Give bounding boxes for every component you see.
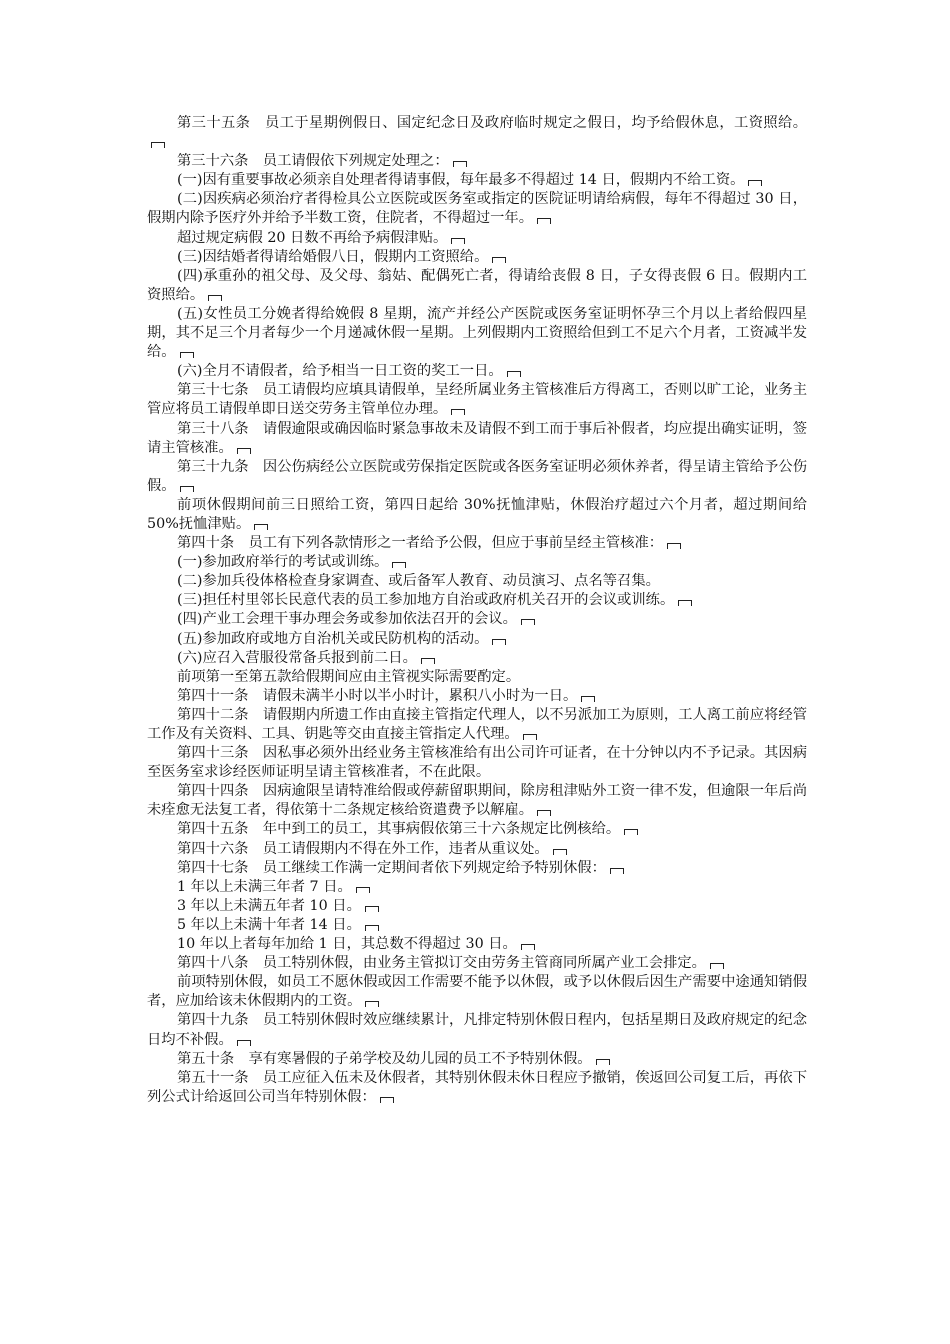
paragraph-text: (三)因结婚者得请给婚假八日，假期内工资照给。 <box>177 248 489 265</box>
paragraph <box>147 820 807 839</box>
document-body <box>147 114 807 1107</box>
paragraph-mark-icon <box>537 218 551 224</box>
paragraph <box>147 305 807 362</box>
paragraph <box>147 171 807 190</box>
paragraph-mark-icon <box>521 944 535 950</box>
paragraph-text: 第四十六条 员工请假期内不得在外工作，违者从重议处。 <box>177 840 549 857</box>
paragraph-text: 10 年以上者每年加给 1 日，其总数不得超过 30 日。 <box>177 936 517 953</box>
paragraph-mark-icon <box>237 1040 251 1046</box>
paragraph-text: 前项休假期间前三日照给工资，第四日起给 30%抚恤津贴，休假治疗超过六个月者，超过期间给 50%抚恤津贴。 <box>147 496 807 532</box>
paragraph-text: 5 年以上未满十年者 14 日。 <box>177 916 361 933</box>
paragraph-text: 第三十七条 员工请假均应填具请假单，呈经所属业务主管核准后方得离工，否则以旷工论，业务主管应将员工请假单即日送交劳务主管单位办理。 <box>147 382 807 418</box>
paragraph-mark-icon <box>610 868 624 874</box>
paragraph <box>147 1069 807 1107</box>
paragraph-text: (六)应召入营服役常备兵报到前二日。 <box>177 649 417 666</box>
paragraph <box>147 687 807 706</box>
paragraph-mark-icon <box>180 352 194 358</box>
paragraph <box>147 744 807 782</box>
paragraph <box>147 668 807 687</box>
paragraph-mark-icon <box>453 161 467 167</box>
paragraph-text: 第四十九条 员工特别休假时效应继续累计，凡排定特别休假日程内，包括星期日及政府规定的纪念日均不补假。 <box>147 1012 807 1048</box>
paragraph-text: (四)产业工会理干事办理会务或参加依法召开的会议。 <box>177 611 517 628</box>
paragraph <box>147 782 807 820</box>
paragraph-mark-icon <box>553 849 567 855</box>
paragraph-text: 第四十三条 因私事必须外出经业务主管核准给有出公司许可证者，在十分钟以内不予记录。其因病至医务室求诊经医师证明呈请主管核准者，不在此限。 <box>147 745 807 781</box>
paragraph <box>147 1011 807 1049</box>
paragraph-text: (六)全月不请假者，给予相当一日工资的奖工一日。 <box>177 363 503 380</box>
paragraph-mark-icon <box>151 142 165 148</box>
paragraph <box>147 362 807 381</box>
paragraph <box>147 190 807 228</box>
paragraph-text: (一)因有重要事故必须亲自处理者得请事假，每年最多不得超过 14 日，假期内不给工资。 <box>177 172 745 189</box>
paragraph-mark-icon <box>507 371 521 377</box>
paragraph <box>147 534 807 553</box>
paragraph-text: 第三十八条 请假逾限或确因临时紧急事故未及请假不到工而于事后补假者，均应提出确实证明，签请主管核准。 <box>147 420 807 456</box>
paragraph-text: (二)因疾病必须治疗者得检具公立医院或医务室或指定的医院证明请给病假，每年不得超过 30 日，假期内除予医疗外并给予半数工资，住院者，不得超过一年。 <box>147 191 807 227</box>
paragraph <box>147 496 807 534</box>
paragraph <box>147 610 807 629</box>
paragraph <box>147 897 807 916</box>
paragraph <box>147 1050 807 1069</box>
paragraph-text: 前项第一至第五款给假期间应由主管视实际需要酌定。 <box>177 668 521 685</box>
paragraph <box>147 420 807 458</box>
paragraph-text: 第四十四条 因病逾限呈请特准给假或停薪留职期间，除房租津贴外工资一律不发，但逾限一年后尚未痊愈无法复工者，得依第十二条规定核给资遣费予以解雇。 <box>147 783 807 819</box>
paragraph <box>147 152 807 171</box>
paragraph-mark-icon <box>523 734 537 740</box>
paragraph <box>147 267 807 305</box>
paragraph <box>147 840 807 859</box>
paragraph-mark-icon <box>208 295 222 301</box>
paragraph-mark-icon <box>356 887 370 893</box>
paragraph-mark-icon <box>624 829 638 835</box>
paragraph-text: (一)参加政府举行的考试或训练。 <box>177 554 389 571</box>
paragraph-mark-icon <box>492 639 506 645</box>
paragraph-mark-icon <box>492 257 506 263</box>
paragraph-text: 第四十条 员工有下列各款情形之一者给予公假，但应于事前呈经主管核准： <box>177 535 664 552</box>
paragraph <box>147 649 807 668</box>
paragraph-text: 3 年以上未满五年者 10 日。 <box>177 897 361 914</box>
paragraph <box>147 935 807 954</box>
paragraph-text: 第四十七条 员工继续工作满一定期间者依下列规定给予特别休假： <box>177 859 606 876</box>
paragraph-text: 第四十八条 员工特别休假，由业务主管拟订交由劳务主管商同所属产业工会排定。 <box>177 955 706 972</box>
paragraph-mark-icon <box>380 1097 394 1103</box>
paragraph <box>147 114 807 152</box>
paragraph <box>147 229 807 248</box>
paragraph <box>147 591 807 610</box>
paragraph-mark-icon <box>710 963 724 969</box>
paragraph-text: 前项特别休假，如员工不愿休假或因工作需要不能予以休假，或予以休假后因生产需要中途通知销假者，应加给该未休假期内的工资。 <box>147 974 807 1010</box>
paragraph <box>147 973 807 1011</box>
paragraph <box>147 630 807 649</box>
paragraph-text: 1 年以上未满三年者 7 日。 <box>177 878 352 895</box>
paragraph <box>147 706 807 744</box>
paragraph-text: 第四十二条 请假期内所遗工作由直接主管指定代理人，以不另派加工为原则，工人离工前应将经管工作及有关资料、工具、钥匙等交由直接主管指定人代理。 <box>147 706 807 742</box>
paragraph-text: (五)参加政府或地方自治机关或民防机构的活动。 <box>177 630 489 647</box>
paragraph-mark-icon <box>521 619 535 625</box>
paragraph-mark-icon <box>365 925 379 931</box>
paragraph-text: (三)担任村里邻长民意代表的员工参加地方自治或政府机关召开的会议或训练。 <box>177 592 675 609</box>
paragraph <box>147 458 807 496</box>
paragraph <box>147 381 807 419</box>
paragraph <box>147 248 807 267</box>
paragraph-mark-icon <box>451 238 465 244</box>
paragraph-text: (四)承重孙的祖父母、及父母、翁姑、配偶死亡者，得请给丧假 8 日，子女得丧假 6 日。假期内工资照给。 <box>147 267 807 303</box>
paragraph-text: 第四十五条 年中到工的员工，其事病假依第三十六条规定比例核给。 <box>177 821 621 838</box>
paragraph <box>147 916 807 935</box>
paragraph-mark-icon <box>365 906 379 912</box>
paragraph-mark-icon <box>392 562 406 568</box>
paragraph-mark-icon <box>451 409 465 415</box>
paragraph-text: 第三十五条 员工于星期例假日、国定纪念日及政府临时规定之假日，均予给假休息，工资照给。 <box>177 115 807 131</box>
paragraph-mark-icon <box>596 1059 610 1065</box>
paragraph-mark-icon <box>237 448 251 454</box>
paragraph-text: 第四十一条 请假未满半小时以半小时计，累积八小时为一日。 <box>177 687 578 704</box>
paragraph-mark-icon <box>667 543 681 549</box>
paragraph-text: (五)女性员工分娩者得给娩假 8 星期，流产并经公产医院或医务室证明怀孕三个月以上者给假四星期，其不足三个月者每少一个月递减休假一星期。上列假期内工资照给但到工不足六个月者，工资减半发给。 <box>147 305 807 361</box>
paragraph-text: 超过规定病假 20 日数不再给予病假津贴。 <box>177 229 448 246</box>
paragraph-mark-icon <box>537 810 551 816</box>
paragraph-text: 第三十六条 员工请假依下列规定处理之： <box>177 153 449 170</box>
paragraph <box>147 954 807 973</box>
paragraph <box>147 859 807 878</box>
paragraph-mark-icon <box>581 696 595 702</box>
paragraph-text: (二)参加兵役体格检查身家调查、或后备军人教育、动员演习、点名等召集。 <box>177 573 660 590</box>
paragraph-mark-icon <box>678 600 692 606</box>
paragraph-mark-icon <box>254 524 268 530</box>
paragraph-mark-icon <box>365 1001 379 1007</box>
paragraph <box>147 878 807 897</box>
paragraph-mark-icon <box>421 658 435 664</box>
paragraph-text: 第三十九条 因公伤病经公立医院或劳保指定医院或各医务室证明必须休养者，得呈请主管给予公伤假。 <box>147 458 807 494</box>
paragraph-mark-icon <box>180 486 194 492</box>
paragraph-mark-icon <box>748 180 762 186</box>
paragraph-text: 第五十条 享有寒暑假的子弟学校及幼儿园的员工不予特别休假。 <box>177 1050 592 1067</box>
paragraph <box>147 572 807 591</box>
paragraph-text: 第五十一条 员工应征入伍未及休假者，其特别休假未休日程应予撤销，俟返回公司复工后，再依下列公式计给返回公司当年特别休假： <box>147 1069 807 1105</box>
paragraph <box>147 553 807 572</box>
